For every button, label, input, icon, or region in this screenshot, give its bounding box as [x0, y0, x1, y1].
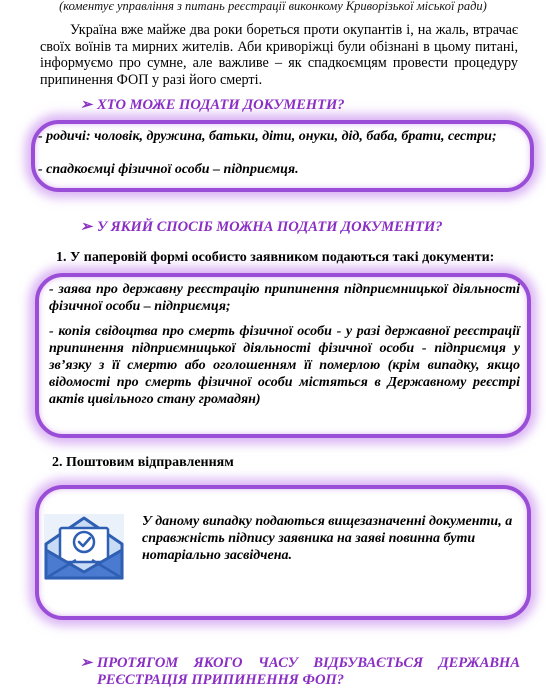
- who-item-relatives: - родичі: чоловік, дружина, батьки, діти, онуки, дід, баба, брати, сестри;: [38, 129, 497, 144]
- mail-title: 2. Поштовим відправленням: [52, 455, 234, 470]
- envelope-check-icon: [40, 510, 128, 584]
- who-heading-text: ХТО МОЖЕ ПОДАТИ ДОКУМЕНТИ?: [97, 97, 345, 113]
- when-heading-text: ПРОТЯГОМ ЯКОГО ЧАСУ ВІДБУВАЄТЬСЯ ДЕРЖАВНА РЕЄСТРАЦІЯ ПРИПИНЕННЯ ФОП?: [97, 655, 520, 688]
- intro-paragraph: Україна вже майже два роки бореться проти окупантів і, на жаль, втрачає своїх воїнів та мирних жителів. Аби криворіжці були обізнані в цьому питані, інформуємо про сумне, але важливе – як спадкоємцям провести процедуру припинення ФОП у разі його смерті.: [40, 22, 518, 88]
- arrow-right-icon: ➢: [80, 655, 93, 671]
- how-heading: [80, 219, 443, 236]
- arrow-right-icon: ➢: [80, 97, 93, 113]
- how-heading-text: У ЯКИЙ СПОСІБ МОЖНА ПОДАТИ ДОКУМЕНТИ?: [97, 219, 443, 235]
- paper-item-application: - заява про державну реєстрацію припинення підприємницької діяльності фізичної особи – підприємця;: [49, 282, 520, 314]
- who-heading: [80, 97, 345, 114]
- when-heading: [80, 655, 520, 689]
- paper-item-death-certificate: - копія свідоцтва про смерть фізичної особи - у разі державної реєстрації припинення підприємницької діяльності фізичної особи - підприємця у зв’язку з її смертю або оголошенням її померлою (крім випадку, якщо відомості про смерть фізичної особи містяться в Державному реєстрі актів цивільного стану громадян): [49, 324, 520, 407]
- arrow-right-icon: ➢: [80, 219, 93, 235]
- document-caption: (коментує управління з питань реєстрації виконкому Криворізької міської ради): [59, 0, 487, 13]
- paper-form-title: 1. У паперовій формі особисто заявником подаються такі документи:: [56, 250, 495, 265]
- mail-description: У даному випадку подаються вищезазначенні документи, а справжність підпису заявника на заяві повинна бути нотаріально засвідчена.: [142, 514, 513, 563]
- who-item-heirs: - спадкоємці фізичної особи – підприємця.: [38, 162, 299, 177]
